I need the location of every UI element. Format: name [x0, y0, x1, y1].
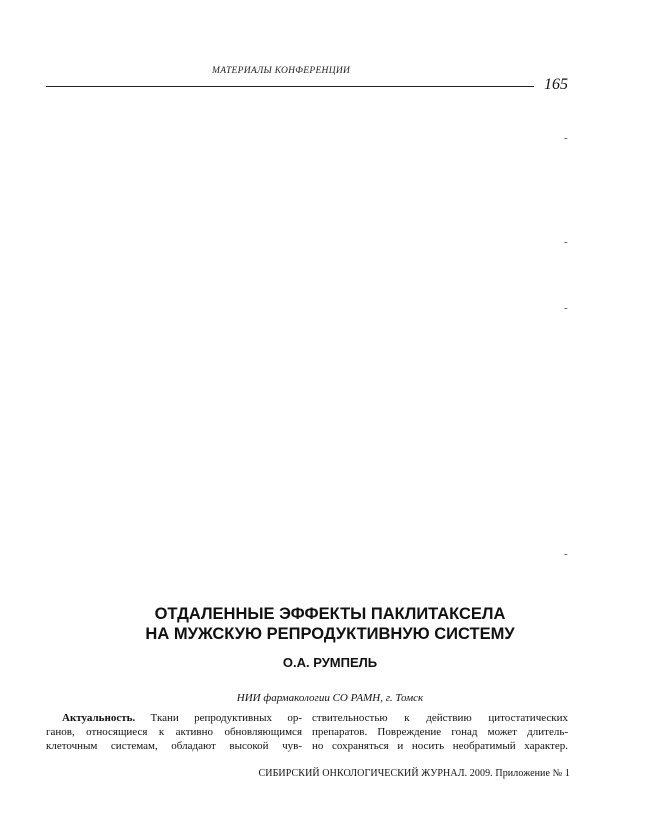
left-column [46, 711, 302, 754]
body-line: ствительностью к действию цитостатических [312, 712, 568, 724]
body-line: ганов, относящиеся к активно обновляющимся [46, 726, 302, 739]
body-line: препаратов. Повреждение гонад может длитель- [312, 726, 568, 739]
article-title-line-2: НА МУЖСКУЮ РЕПРОДУКТИВНУЮ СИСТЕМУ [145, 625, 515, 643]
body-text: Ткани репродуктивных ор- [150, 712, 302, 724]
lead-term: Актуальность. [62, 712, 136, 724]
journal-footer: СИБИРСКИЙ ОНКОЛОГИЧЕСКИЙ ЖУРНАЛ. 2009. Приложение № 1 [258, 768, 570, 779]
page-number: 165 [544, 76, 568, 93]
body-line [46, 711, 302, 725]
body-line: но сохраняться и носить необратимый характер. [312, 740, 568, 753]
margin-mark: - [564, 132, 568, 144]
margin-mark: - [564, 302, 568, 314]
margin-mark: - [564, 236, 568, 248]
article-author: О.А. РУМПЕЛЬ [282, 655, 378, 670]
right-column [312, 711, 568, 754]
margin-mark: - [564, 548, 568, 560]
body-line: клеточным системам, обладают высокой чув- [46, 740, 302, 753]
running-head: МАТЕРИАЛЫ КОНФЕРЕНЦИИ [212, 66, 351, 76]
article-title-line-1: ОТДАЛЕННЫЕ ЭФФЕКТЫ ПАКЛИТАКСЕЛА [154, 605, 506, 623]
article-affiliation: НИИ фармакологии СО РАМН, г. Томск [236, 692, 424, 704]
header-rule [46, 86, 534, 87]
